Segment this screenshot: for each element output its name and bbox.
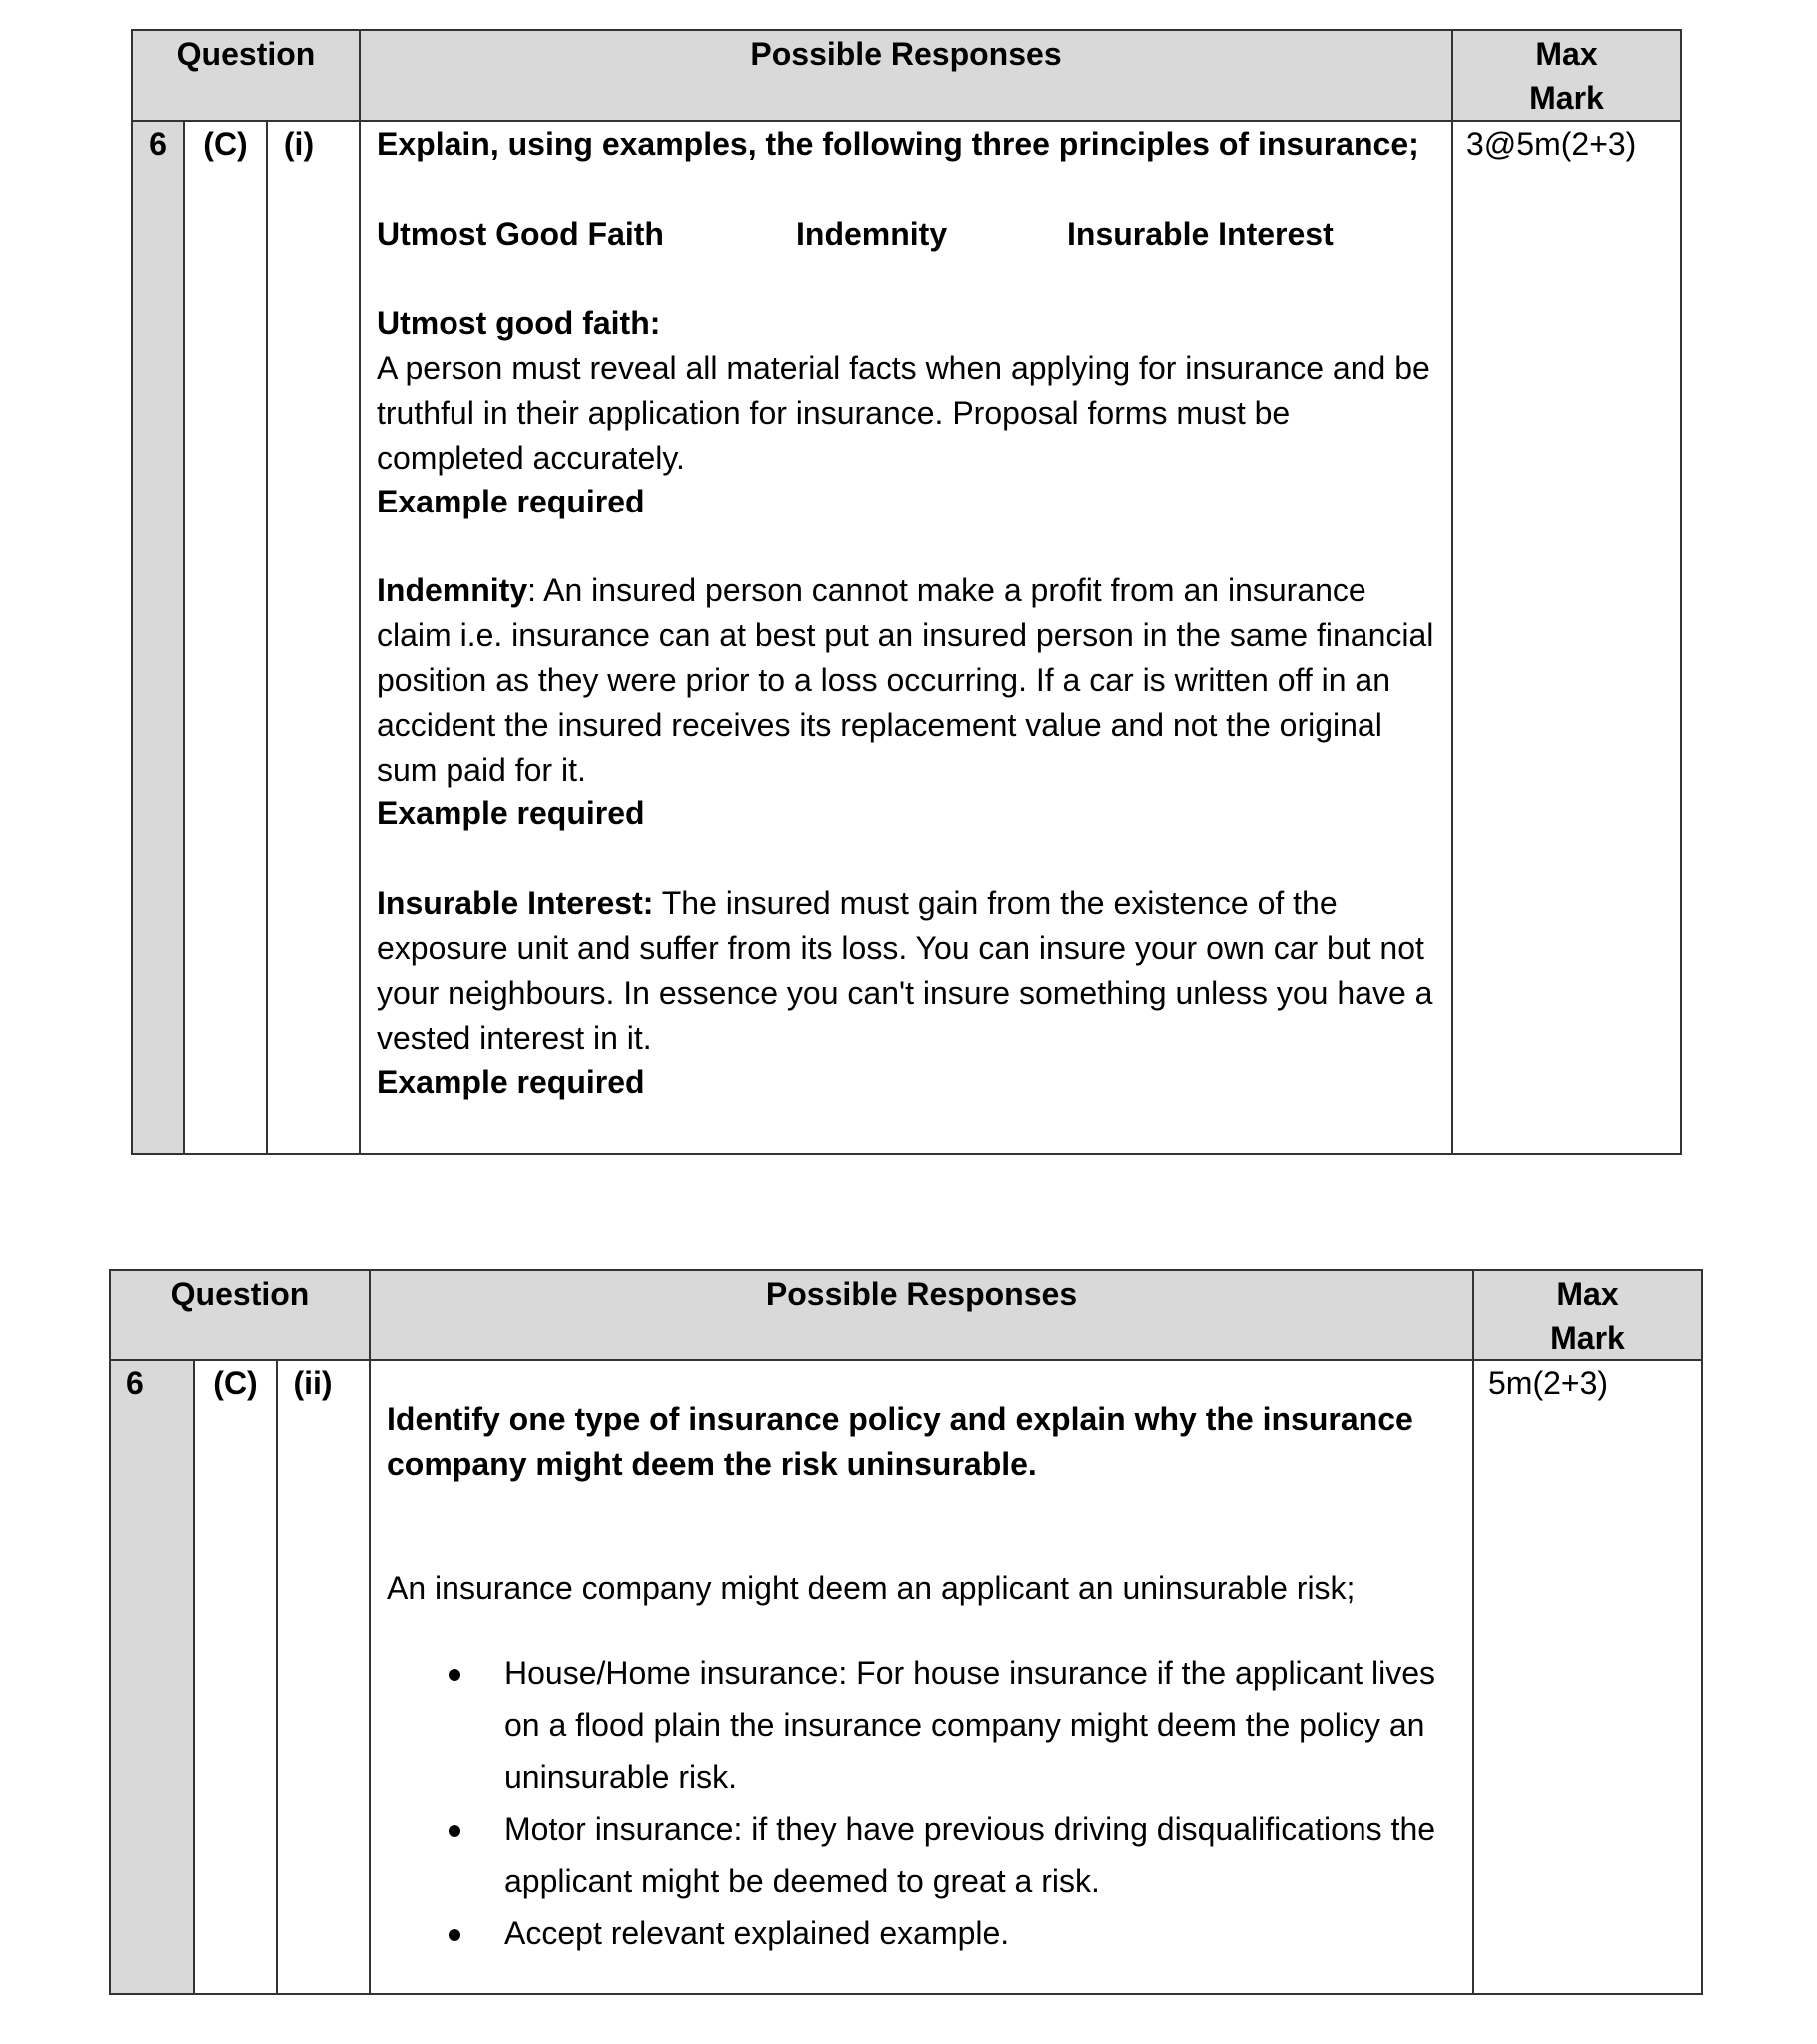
table-1-question-header: Question [176,36,316,72]
table-2-question-header: Question [170,1276,310,1312]
table-1-number-column [133,122,183,1153]
table-1-max-mark-header-line2: Mark [1529,80,1604,116]
table-1-question-part: (C) [203,126,248,162]
table-2-intro: An insurance company might deem an applicant an uninsurable risk; [387,1570,1356,1606]
table-2-number-column [111,1361,193,1993]
insurable-interest-label: Insurable Interest: [377,885,654,921]
list-item: Motor insurance: if they have previous driving disqualifications the applicant might be deemed to great a risk. [387,1803,1455,1907]
principle-utmost-good-faith: Utmost Good Faith [377,216,664,252]
table-2-max-mark-header-line2: Mark [1550,1320,1625,1356]
bullet-icon [449,1825,460,1837]
principle-insurable-interest: Insurable Interest [1067,216,1334,252]
insurable-interest-paragraph [377,881,1440,1061]
bullet-icon [449,1929,460,1941]
table-1-max-mark-header-line1: Max [1535,36,1598,72]
list-item: House/Home insurance: For house insurance if the applicant lives on a flood plain the insurance company might deem the policy an uninsurable risk. [387,1647,1455,1803]
insurable-interest-text: The insured must gain from the existence of the exposure unit and suffer from its loss. You can insure your own car but not your neighbours. In essence you can't insure something unless you have a vested interest in it. [377,885,1433,1056]
table-1-max-mark: 3@5m(2+3) [1466,126,1637,162]
utmost-good-faith-text: A person must reveal all material facts when applying for insurance and be truthful in their application for insurance. Proposal forms must be completed accurately. [377,350,1430,476]
table-1-prompt: Explain, using examples, the following three principles of insurance; [377,126,1419,162]
table-2-responses-header: Possible Responses [765,1276,1078,1312]
table-1-responses-header: Possible Responses [750,36,1062,72]
table-2-question-number: 6 [126,1365,144,1401]
indemnity-label: Indemnity [377,572,528,608]
table-1-question-number: 6 [149,126,167,162]
table-2-prompt: Identify one type of insurance policy and explain why the insurance company might deem the risk uninsurable. [387,1401,1413,1482]
indemnity-paragraph [377,568,1435,793]
principle-indemnity: Indemnity [796,216,948,252]
example-required-1: Example required [377,484,645,519]
table-2-max-mark-header-line1: Max [1556,1276,1619,1312]
table-1-question-subpart: (i) [283,126,315,162]
list-item: Accept relevant explained example. [387,1907,1455,1959]
uninsurable-examples-list [387,1647,1455,1959]
bullet-icon [449,1669,460,1681]
table-2-question-part: (C) [213,1365,258,1401]
table-2-question-subpart: (ii) [293,1365,333,1401]
indemnity-text: : An insured person cannot make a profit from an insurance claim i.e. insurance can at best put an insured person in the same financial position as they were prior to a loss occurring. If a car is written off in an accident the insured receives its replacement value and not the original sum paid for it. [377,572,1434,788]
table-2-max-mark: 5m(2+3) [1488,1365,1609,1401]
utmost-good-faith-heading: Utmost good faith: [377,305,661,341]
example-required-3: Example required [377,1064,645,1100]
example-required-2: Example required [377,795,645,831]
